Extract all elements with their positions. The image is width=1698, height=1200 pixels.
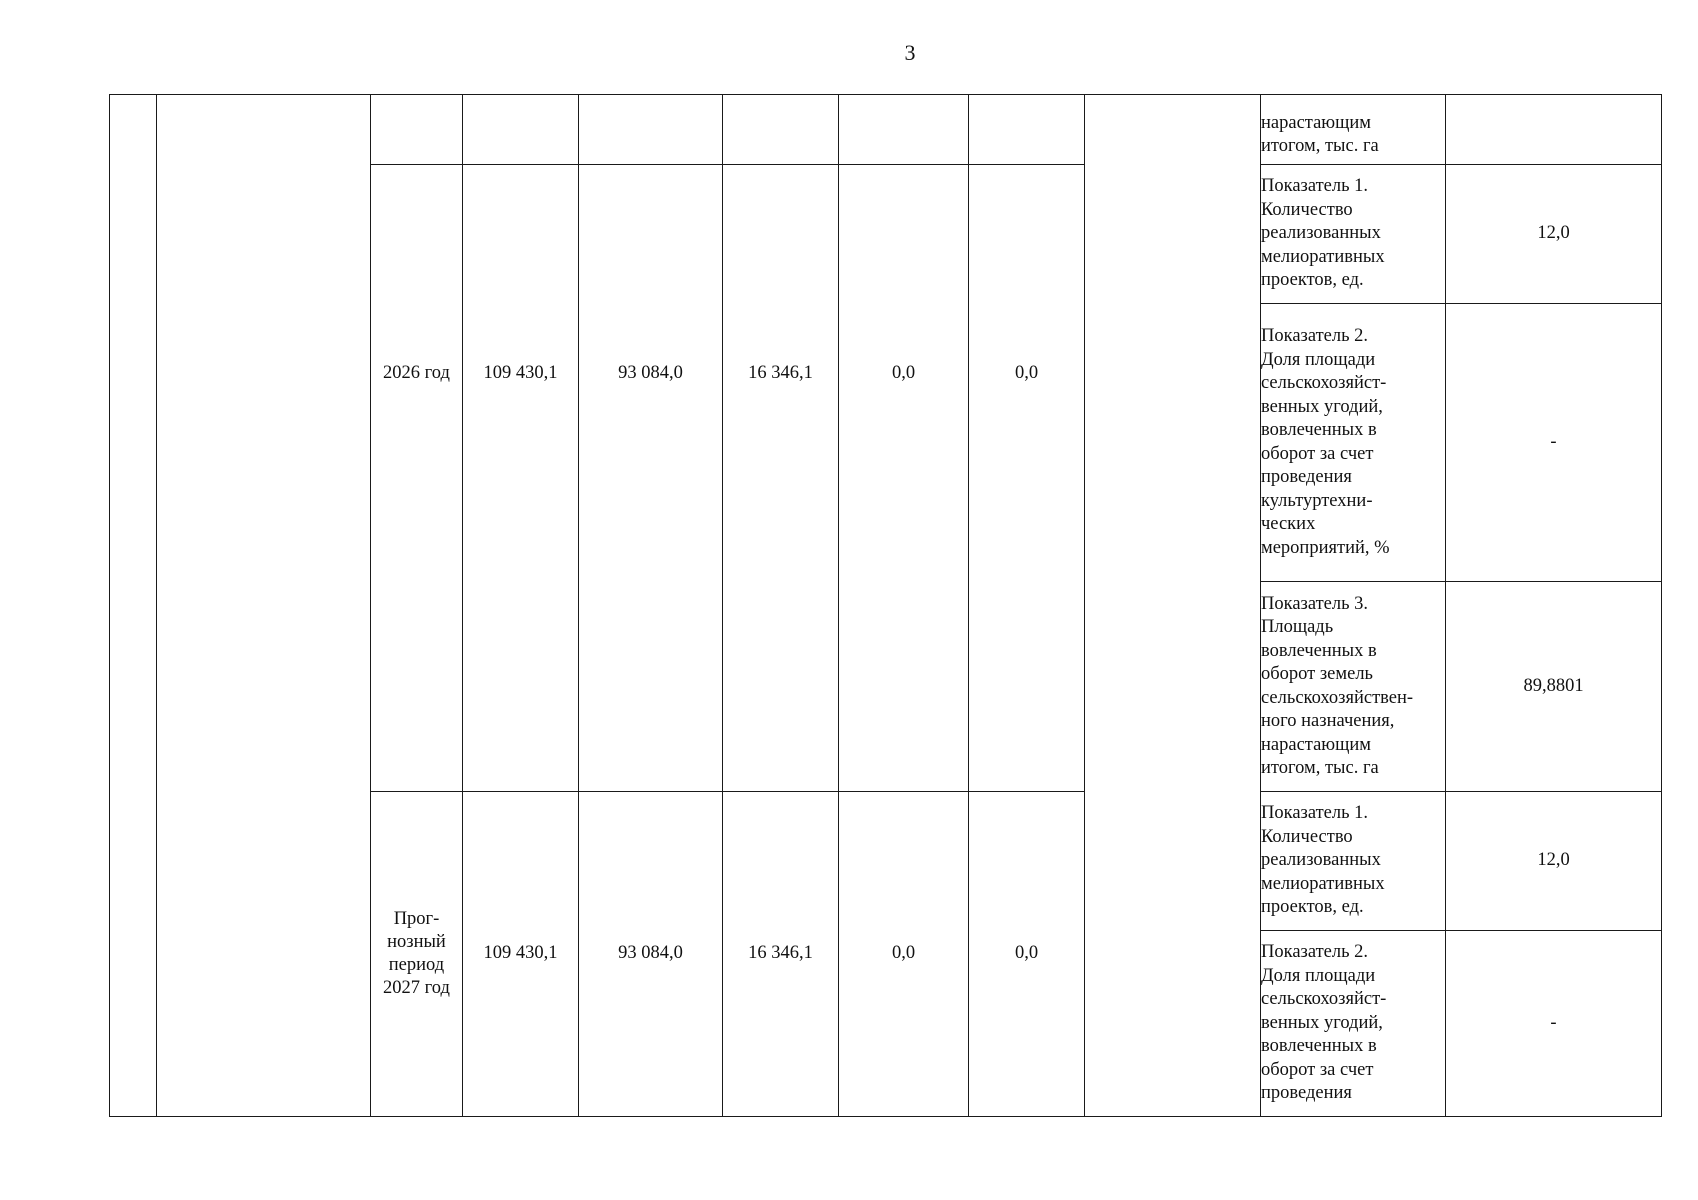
- amount-cell-continued: [969, 582, 1085, 792]
- program-financing-table: [109, 94, 1662, 1117]
- amount-other-2026: 0,0: [969, 165, 1085, 582]
- table-row: [110, 95, 1662, 165]
- amount-local-2026: 0,0: [839, 165, 969, 582]
- year-cell-empty: [371, 95, 463, 165]
- page-number: 3: [904, 40, 916, 65]
- amount-cell-empty: [579, 95, 723, 165]
- row-number-cell: [110, 95, 157, 1117]
- amount-cell-continued: [723, 582, 839, 792]
- year-cell-continued: [371, 582, 463, 792]
- indicator-value-cell: 12,0: [1446, 165, 1662, 304]
- indicator-value-cell: [1446, 95, 1662, 165]
- indicator-value-cell: 12,0: [1446, 792, 1662, 931]
- indicator-value-cell: -: [1446, 304, 1662, 582]
- indicator-value-cell: 89,8801: [1446, 582, 1662, 792]
- amount-other-2027: 0,0: [969, 792, 1085, 1117]
- year-label-2027: Прог- нозный период 2027 год: [383, 908, 450, 998]
- amount-cell-empty: [723, 95, 839, 165]
- indicator-cell: нарастающим итогом, тыс. га: [1261, 95, 1446, 165]
- indicator-cell: Показатель 1. Количество реализованных мелиоративных проектов, ед.: [1261, 165, 1446, 304]
- indicator-value-cell: -: [1446, 931, 1662, 1117]
- indicator-cell: Показатель 1. Количество реализованных мелиоративных проектов, ед.: [1261, 792, 1446, 931]
- year-cell-2026: [371, 165, 463, 582]
- amount-regional-2027: 16 346,1: [723, 792, 839, 1117]
- indicator-cell: Показатель 2. Доля площади сельскохозяйст- венных угодий, вовлеченных в оборот за счет проведения: [1261, 931, 1446, 1117]
- amount-cell-empty: [463, 95, 579, 165]
- amount-cell-continued: [579, 582, 723, 792]
- amount-federal-2027: 93 084,0: [579, 792, 723, 1117]
- activity-name-cell: [157, 95, 371, 1117]
- amount-cell-continued: [839, 582, 969, 792]
- amount-local-2027: 0,0: [839, 792, 969, 1117]
- amount-total-2026: 109 430,1: [463, 165, 579, 582]
- indicator-cell: Показатель 3. Площадь вовлеченных в оборот земель сельскохозяйствен- ного назначения, нарастающим итогом, тыс. га: [1261, 582, 1446, 792]
- amount-total-2027: 109 430,1: [463, 792, 579, 1117]
- amount-cell-continued: [463, 582, 579, 792]
- indicator-cell: Показатель 2. Доля площади сельскохозяйст- венных угодий, вовлеченных в оборот за счет проведения культуртехни- ческих мероприятий, %: [1261, 304, 1446, 582]
- year-cell-2027: [371, 792, 463, 1117]
- amount-federal-2026: 93 084,0: [579, 165, 723, 582]
- year-label-2026: 2026 год: [383, 362, 450, 383]
- executor-cell: [1085, 95, 1261, 1117]
- amount-cell-empty: [969, 95, 1085, 165]
- amount-regional-2026: 16 346,1: [723, 165, 839, 582]
- amount-cell-empty: [839, 95, 969, 165]
